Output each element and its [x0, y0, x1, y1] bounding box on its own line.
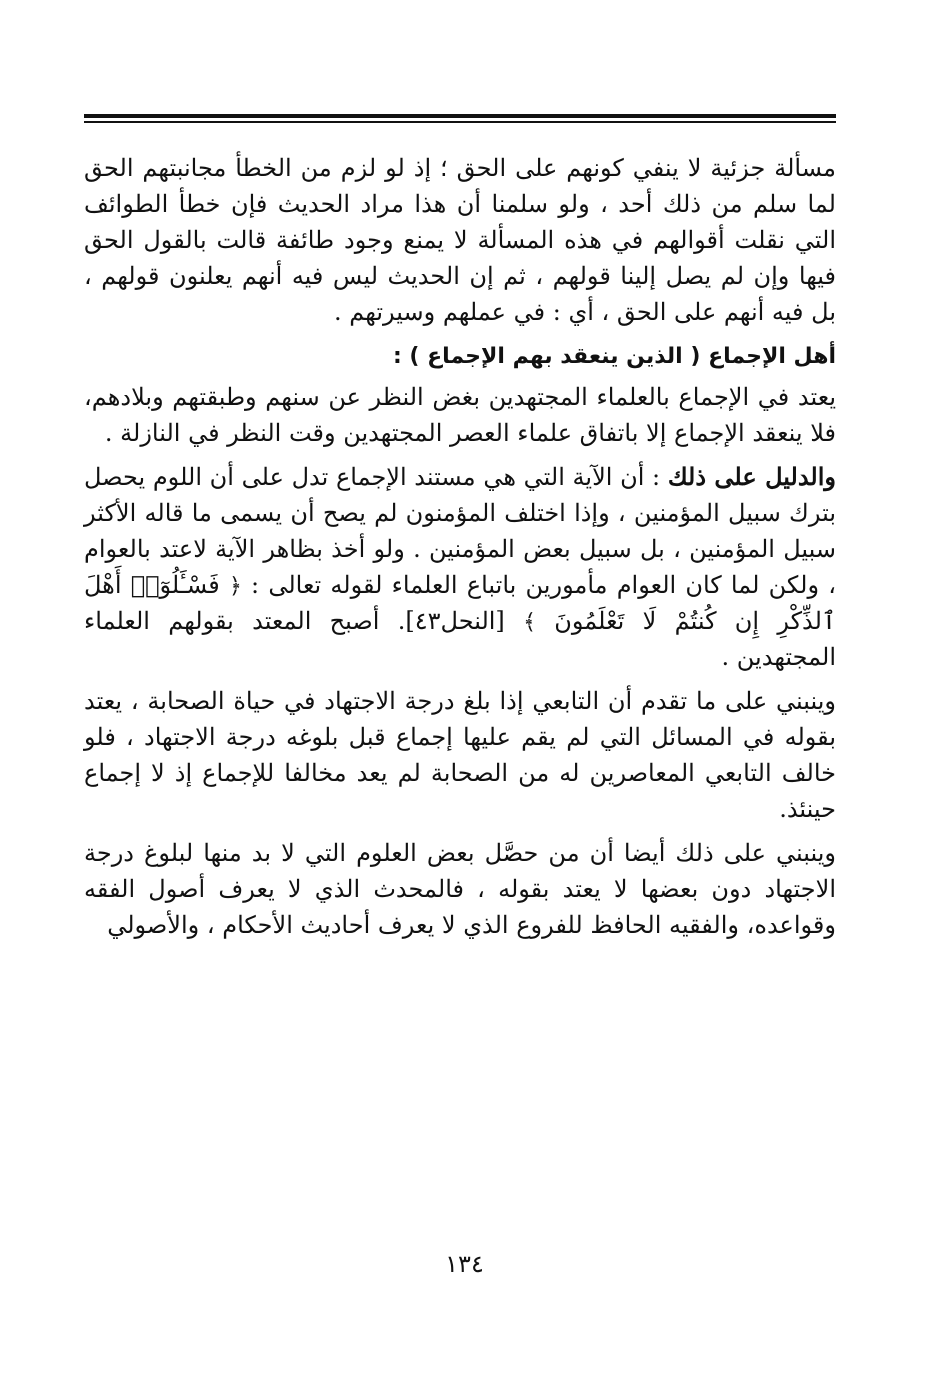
header-rule-thick — [84, 114, 836, 118]
paragraph-ijma-definition: يعتد في الإجماع بالعلماء المجتهدين بغض النظر عن سنهم وطبقتهم وبلادهم، فلا ينعقد الإجماع إلا باتفاق علماء العصر المجتهدين وقت النظر في النازلة . — [84, 383, 836, 447]
evidence-text-part-2: . أصبح المعتد بقولهم العلماء المجتهدين . — [84, 607, 836, 671]
evidence-lead-text: والدليل على ذلك — [667, 462, 836, 491]
page-number: ١٣٤ — [445, 1250, 484, 1278]
section-heading: أهل الإجماع ( الذين ينعقد بهم الإجماع ) : — [392, 344, 836, 369]
paragraph-partial-knowledge: وينبني على ذلك أيضا أن من حصَّل بعض العلوم التي لا بد منها لبلوغ درجة الاجتهاد دون بعضها لا يعتد بقوله ، فالمحدث الذي لا يعرف أصول الفقه وقواعده، والفقيه الحافظ للفروع الذي لا يعرف أحاديث الأحكام ، والأصولي — [84, 839, 836, 939]
quran-open-bracket: ﴿ — [228, 574, 242, 599]
quran-reference: [النحل٤٣] — [405, 607, 524, 635]
evidence-text-part-1: : أن الآية التي هي مستند الإجماع تدل على أن اللوم يحصل بترك سبيل المؤمنين ، وإذا اختلف المؤمنون لم يصح أن يسمى ما قاله الأكثر سبيل المؤمنين ، بل سبيل بعض المؤمنين . ولو أخذ بظاهر الآية لاعتد بالعوام ، ولكن لما كان العوام مأمورين باتباع العلماء لقوله تعالى : — [84, 463, 837, 599]
paragraph-continuation: مسألة جزئية لا ينفي كونهم على الحق ؛ إذ لو لزم من الخطأ مجانبتهم الحق لما سلم من ذلك أحد ، ولو سلمنا أن هذا مراد الحديث فإن خطأ الطوائف التي نقلت أقوالهم في هذه المسألة لا يمنع وجود طائفة قالت بالقول الحق فيها وإن لم يصل إلينا قولهم ، ثم إن الحديث ليس فيه أنهم يعلنون قولهم ، بل فيه أنهم على الحق ، أي : في عملهم وسيرتهم . — [84, 154, 836, 326]
page-body — [84, 150, 836, 943]
paragraph-evidence — [84, 459, 836, 675]
quran-close-bracket: ﴾ — [523, 610, 536, 635]
quran-verse: فَسْـَٔلُوٓا۟ أَهْلَ ٱلذِّكْرِ إِن كُنتُمْ لَا تَعْلَمُونَ — [84, 571, 836, 635]
header-rule-thin — [84, 121, 836, 123]
paragraph-tabii: وينبني على ما تقدم أن التابعي إذا بلغ درجة الاجتهاد في حياة الصحابة ، يعتد بقوله في المسائل التي لم يقم عليها إجماع قبل بلوغه درجة الاجتهاد ، فلو خالف التابعي المعاصرين له من الصحابة لم يعد مخالفا للإجماع إذ لا إجماع حينئذ. — [84, 687, 837, 823]
